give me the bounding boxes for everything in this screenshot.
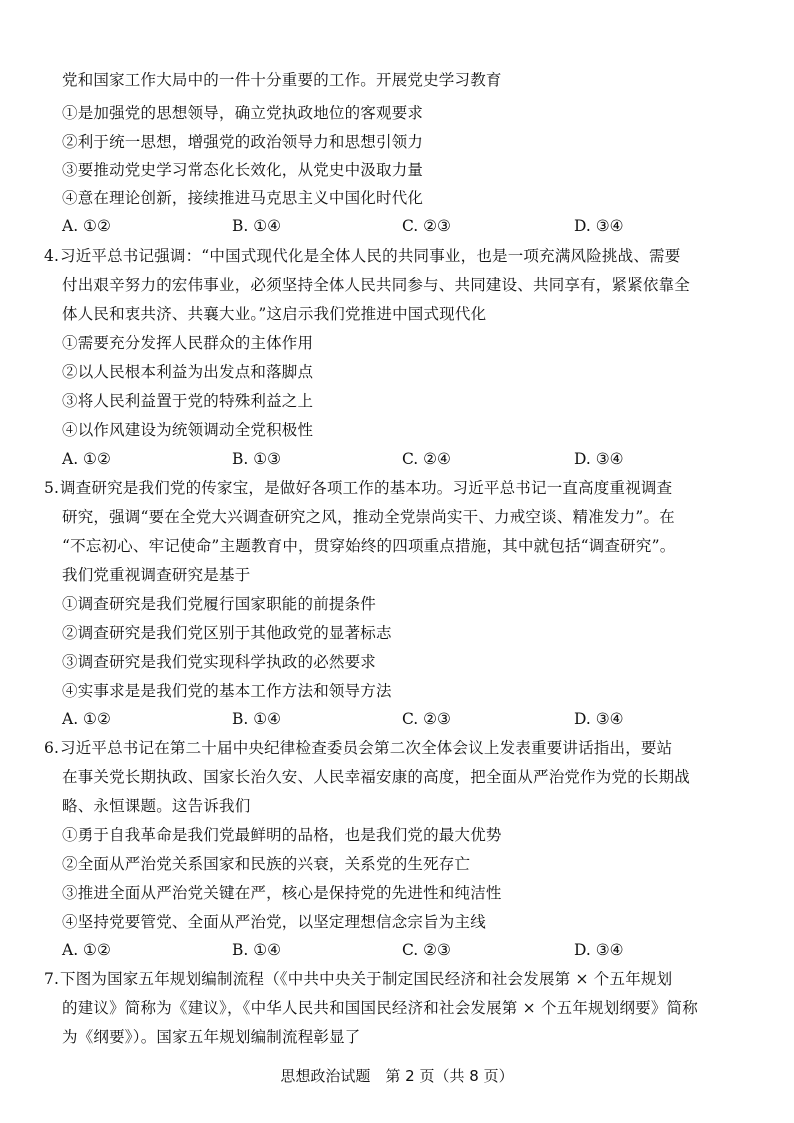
q7-stem-line-1 — [44, 969, 742, 989]
q3-stem-tail: 党和国家工作大局中的一件十分重要的工作。开展党史学习教育 — [62, 71, 502, 89]
q5-choice-c: C. ②③ — [402, 710, 451, 728]
q3-choice-b: B. ①④ — [232, 217, 282, 235]
q7-number: 7. — [44, 970, 60, 988]
q4-option-4: ④以作风建设为统领调动全党积极性 — [62, 421, 314, 439]
q5-stem-line-1 — [44, 478, 742, 498]
q6-option-4: ④坚持党要管党、全面从严治党，以坚定理想信念宗旨为主线 — [62, 913, 486, 931]
q4-option-2: ②以人民根本利益为出发点和落脚点 — [62, 363, 314, 381]
q4-choice-b: B. ①③ — [232, 450, 282, 468]
q4-stem-line-3: 体人民和衷共济、共襄大业。”这启示我们党推进中国式现代化 — [62, 305, 487, 323]
q5-option-3: ③调查研究是我们党实现科学执政的必然要求 — [62, 653, 377, 671]
q3-choice-c: C. ②③ — [402, 217, 451, 235]
q4-choice-c: C. ②④ — [402, 450, 451, 468]
q5-choice-b: B. ①④ — [232, 710, 282, 728]
q4-choices — [62, 449, 742, 469]
q3-choice-a: A. ①② — [62, 217, 111, 235]
q6-number: 6. — [44, 739, 60, 757]
q4-stem-line-2: 付出艰辛努力的宏伟事业，必须坚持全体人民共同参与、共同建设、共同享有，紧紧依靠全 — [62, 276, 691, 294]
q5-option-2: ②调查研究是我们党区别于其他政党的显著标志 — [62, 624, 392, 642]
q6-stem-text-1: 习近平总书记在第二十届中央纪律检查委员会第二次全体会议上发表重要讲话指出，要站 — [60, 739, 673, 757]
q6-option-2: ②全面从严治党关系国家和民族的兴衰，关系党的生死存亡 — [62, 855, 471, 873]
q4-stem-line-1 — [44, 246, 742, 266]
q7-stem-line-2: 的建议》简称为《建议》，《中华人民共和国国民经济和社会发展第 × 个五年规划纲要》简称 — [62, 999, 698, 1017]
q7-stem-line-3: 为《纲要》）。国家五年规划编制流程彰显了 — [62, 1028, 361, 1046]
q5-stem-line-4: 我们党重视调查研究是基于 — [62, 566, 251, 584]
q5-stem-line-2: 研究，强调“要在全党大兴调查研究之风，推动全党崇尚实干、力戒空谈、精准发力”。在 — [62, 508, 675, 526]
q4-number: 4. — [44, 247, 60, 265]
q3-option-3: ③要推动党史学习常态化长效化，从党史中汲取力量 — [62, 161, 424, 179]
q4-option-3: ③将人民利益置于党的特殊利益之上 — [62, 392, 314, 410]
q4-choice-d: D. ③④ — [574, 450, 624, 468]
q5-choices — [62, 709, 742, 729]
q6-option-3: ③推进全面从严治党关键在严，核心是保持党的先进性和纯洁性 — [62, 884, 502, 902]
q5-option-4: ④实事求是是我们党的基本工作方法和领导方法 — [62, 682, 392, 700]
q3-option-1: ①是加强党的思想领导，确立党执政地位的客观要求 — [62, 104, 424, 122]
q6-stem-line-2: 在事关党长期执政、国家长治久安、人民幸福安康的高度，把全面从严治党作为党的长期战 — [62, 768, 691, 786]
q6-choices — [62, 940, 742, 960]
q6-choice-a: A. ①② — [62, 941, 111, 959]
q4-option-1: ①需要充分发挥人民群众的主体作用 — [62, 334, 314, 352]
q4-choice-a: A. ①② — [62, 450, 111, 468]
q3-option-2: ②利于统一思想，增强党的政治领导力和思想引领力 — [62, 133, 424, 151]
q4-stem-text-1: 习近平总书记强调：“中国式现代化是全体人民的共同事业，也是一项充满风险挑战、需要 — [60, 247, 681, 265]
q6-choice-b: B. ①④ — [232, 941, 282, 959]
q3-option-4: ④意在理论创新，接续推进马克思主义中国化时代化 — [62, 189, 424, 207]
q5-choice-a: A. ①② — [62, 710, 111, 728]
q6-choice-d: D. ③④ — [574, 941, 624, 959]
q5-stem-line-3: “不忘初心、牢记使命”主题教育中，贯穿始终的四项重点措施，其中就包括“调查研究”。 — [62, 537, 676, 555]
q6-option-1: ①勇于自我革命是我们党最鲜明的品格，也是我们党的最大优势 — [62, 826, 502, 844]
q3-choice-d: D. ③④ — [574, 217, 624, 235]
q6-choice-c: C. ②③ — [402, 941, 451, 959]
q5-stem-text-1: 调查研究是我们党的传家宝，是做好各项工作的基本功。习近平总书记一直高度重视调查 — [60, 479, 673, 497]
q5-choice-d: D. ③④ — [574, 710, 624, 728]
q3-choices — [62, 216, 742, 236]
page-footer: 思想政治试题 第 2 页（共 8 页） — [280, 1067, 514, 1085]
q6-stem-line-1 — [44, 738, 742, 758]
q7-stem-text-1: 下图为国家五年规划编制流程（《中共中央关于制定国民经济和社会发展第 × 个五年规划 — [60, 970, 673, 988]
q5-number: 5. — [44, 479, 60, 497]
q5-option-1: ①调查研究是我们党履行国家职能的前提条件 — [62, 595, 377, 613]
q6-stem-line-3: 略、永恒课题。这告诉我们 — [62, 797, 251, 815]
